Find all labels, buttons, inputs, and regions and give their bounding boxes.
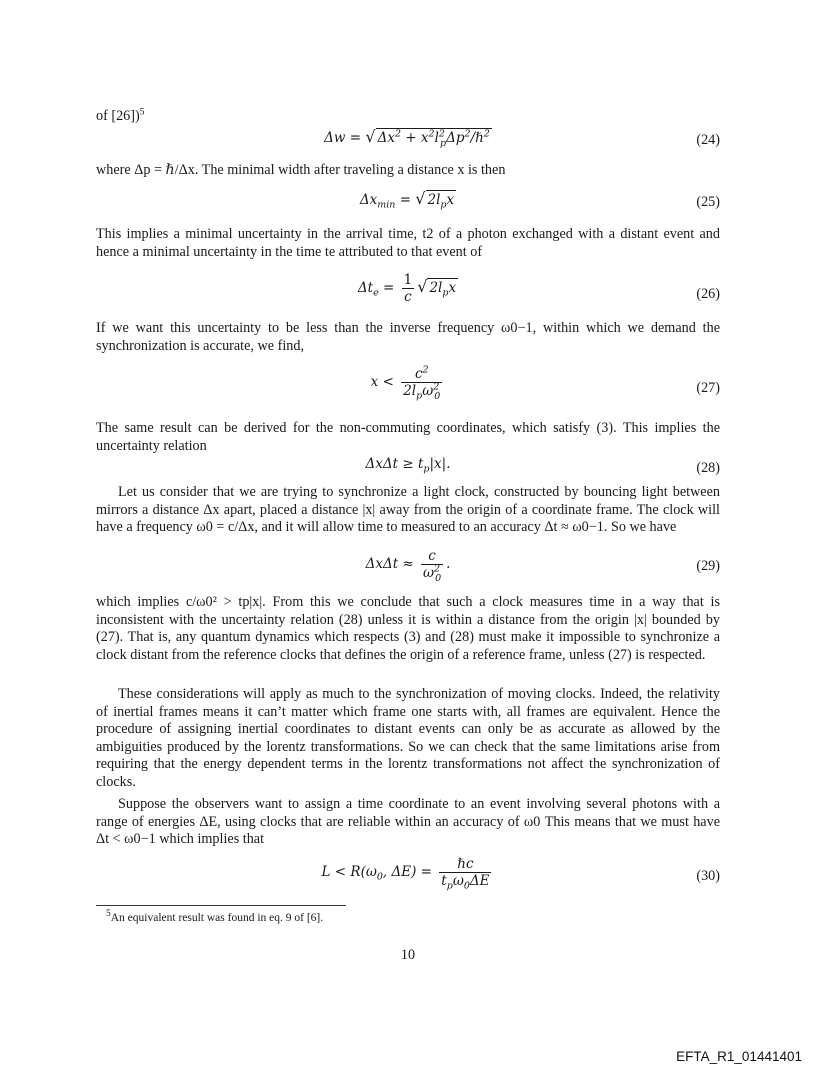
- intro-text: of [26]): [96, 108, 140, 124]
- equation-29-number: (29): [696, 558, 720, 574]
- equation-30-number: (30): [696, 868, 720, 884]
- equation-27: [96, 366, 720, 410]
- equation-24: [96, 128, 720, 156]
- footnote: [106, 910, 323, 928]
- noncommuting-paragraph: [96, 420, 720, 455]
- equation-27-number: (27): [696, 380, 720, 396]
- frequency-text: If we want this uncertainty to be less than the inverse frequency ω0−1, within which we demand the synchronization is accurate, we find,: [96, 320, 720, 354]
- light-clock-text: Let us consider that we are trying to synchronize a light clock, constructed by bouncing light between mirrors a distance Δx apart, placed a distance |x| away from the origin of a coordinate frame. The clock will have a frequency ω0 = c/Δx, and it will allow time to measured to an accuracy Δt ≈ ω0−1. So we have: [96, 484, 720, 536]
- text-after-eq24: [96, 162, 720, 180]
- equation-26: [96, 272, 720, 312]
- moving-clocks-text: These considerations will apply as much to the synchronization of moving clocks. Indeed, the relativity of inertial frames means it can’t matter which frame one starts with, all frames are equivalent. Hence the procedure of assigning inertial coordinates to distant events can only be as accurate as allowed by the ambiguities produced by the lorentz transformations. So we can check that the same limitations arise from requiring that the energy dependent terms in the lorentz transformations not affect the synchronization of clocks.: [96, 686, 720, 790]
- moving-clocks-paragraph: [96, 686, 720, 792]
- footnote-number: 5: [106, 909, 111, 920]
- equation-28: [96, 456, 720, 484]
- suppose-paragraph: [96, 796, 720, 849]
- equation-24-math: Δw = √ $\Delta x^2$ + $x^2l^2_p\Delta p^2/\hbar^2$: [324, 127, 490, 149]
- implies-text: which implies c/ω0² > tp|x|. From this we conclude that such a clock measures time in a way that is inconsistent with the uncertainty relation (28) unless it is within a distance from the origin |x| bounded by (27). That is, any quantum dynamics which respects (3) and (28) must make it impossible to synchronize a clock distant from the reference clocks that defines the origin of a reference frame, unless (27) is respected.: [96, 594, 720, 663]
- arrival-time-text: This implies a minimal uncertainty in the arrival time, t2 of a photon exchanged with a distant event and hence a minimal uncertainty in the time te attributed to that event of: [96, 226, 720, 260]
- equation-26-number: (26): [696, 286, 720, 302]
- equation-29-math: ΔxΔt ≈ $\frac{c}{\omega^2_0}$ .: [365, 548, 451, 584]
- equation-29: [96, 548, 720, 588]
- footnote-text: An equivalent result was found in eq. 9 of [6].: [110, 912, 324, 924]
- equation-28-math: $\Delta x\Delta t \ge t_p|x|$.: [365, 456, 451, 475]
- page-number: 10: [400, 947, 416, 963]
- document-id: EFTA_R1_01441401: [676, 1049, 802, 1064]
- arrival-time-paragraph: [96, 226, 720, 261]
- equation-25: [96, 190, 720, 218]
- equation-30: [96, 856, 720, 898]
- suppose-text: Suppose the observers want to assign a time coordinate to an event involving several photons with a range of energies ΔE, using clocks that are reliable within an accuracy of ω0 This means that we must have Δt < ω0−1 which implies that: [96, 796, 720, 848]
- footnote-marker: 5: [139, 107, 145, 118]
- equation-25-math: $\Delta x_{min}$ = √ $2l_px$: [359, 189, 455, 211]
- noncommuting-text: The same result can be derived for the non-commuting coordinates, which satisfy (3). This implies the uncertainty relation: [96, 420, 720, 454]
- equation-27-math: x < $\frac{c^2}{2l_p\omega^2_0}$: [370, 364, 441, 402]
- intro-line: [96, 108, 720, 126]
- equation-25-number: (25): [696, 194, 720, 210]
- light-clock-paragraph: [96, 484, 720, 537]
- equation-26-math: $\Delta t_e$ = $\frac{1}{c}$ √ $2l_px$: [357, 272, 457, 305]
- text-after-eq24-para: where Δp = ℏ/Δx. The minimal width after traveling a distance x is then: [96, 162, 506, 178]
- equation-24-number: (24): [696, 132, 720, 148]
- footnote-rule: [96, 905, 346, 906]
- paper-page: [96, 0, 720, 1073]
- equation-28-number: (28): [696, 460, 720, 476]
- implies-paragraph: [96, 594, 720, 664]
- equation-30-math: $L < R(\omega_0$, ΔE) = $\frac{\text{ℏc}}{t_p\omega_0\Delta E}$: [321, 856, 490, 892]
- frequency-paragraph: [96, 320, 720, 355]
